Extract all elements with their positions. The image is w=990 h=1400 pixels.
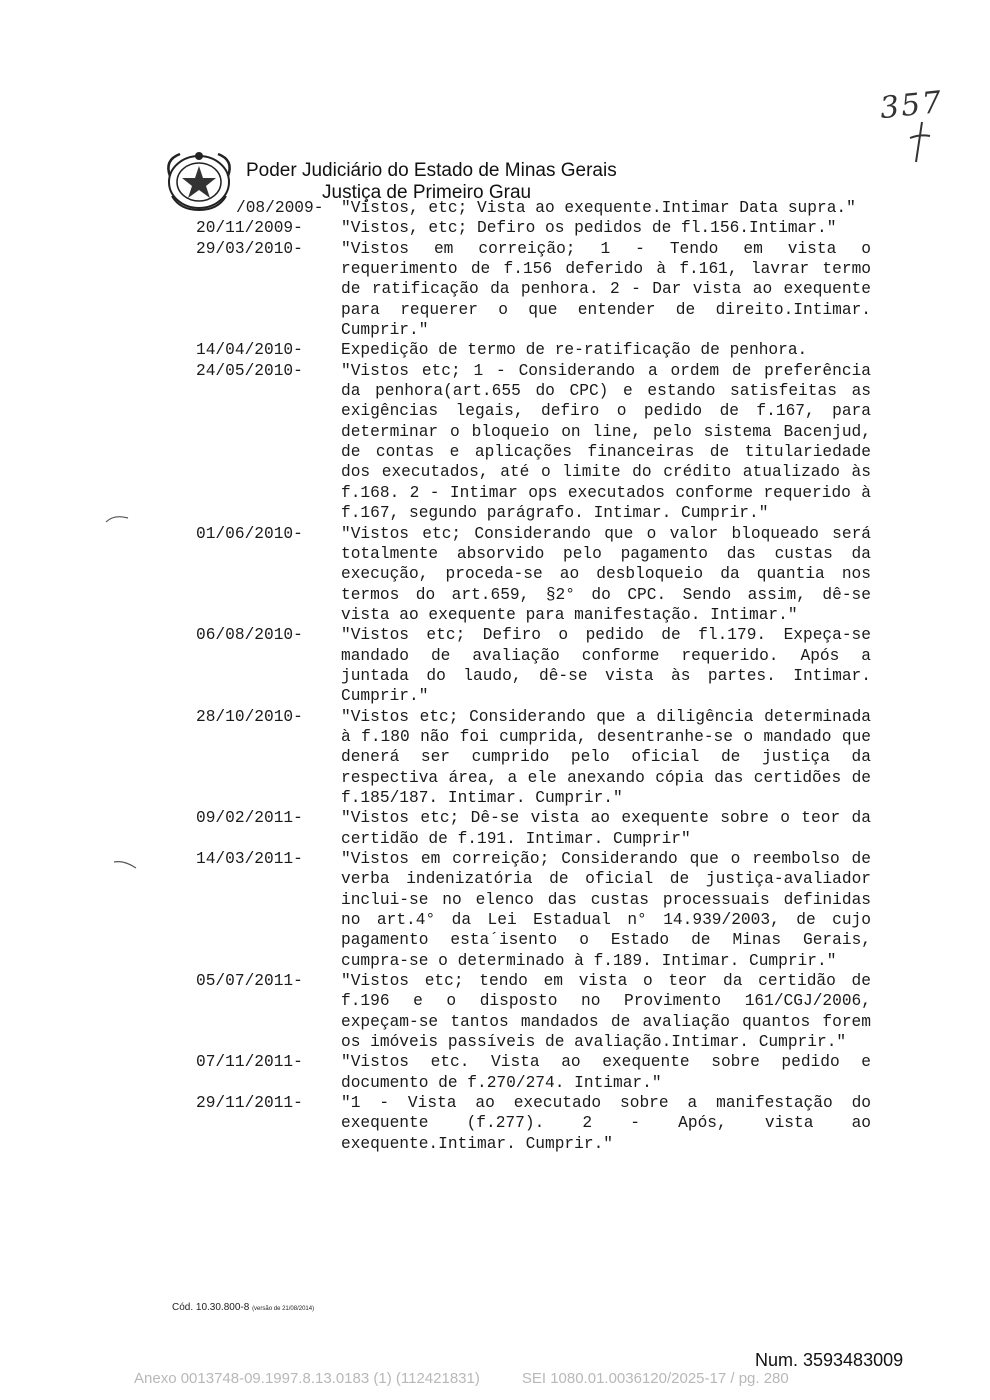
handwritten-page-number	[878, 84, 960, 168]
entry-text: "Vistos etc; Defiro o pedido de fl.179. Expeça-se mandado de avaliação conforme requerido. Após a juntada do laudo, dê-se vista às partes. Intimar. Cumprir."	[341, 626, 871, 706]
entry-text: "Vistos etc. Vista ao exequente sobre pedido e documento de f.270/274. Intimar."	[341, 1053, 871, 1092]
form-code-text: Cód. 10.30.800-8	[172, 1302, 250, 1313]
stamp-annex: Anexo 0013748-09.1997.8.13.0183 (1) (112421831)	[134, 1370, 480, 1387]
docket-entry	[196, 808, 886, 849]
entry-date: 24/05/2010-	[196, 361, 303, 380]
docket-entry	[196, 198, 886, 218]
entry-date: 14/04/2010-	[196, 341, 303, 360]
entry-date: 29/11/2011-	[196, 1094, 303, 1113]
entry-date: 09/02/2011-	[196, 809, 303, 828]
docket-entry	[196, 1093, 886, 1154]
entry-text: "Vistos em correição; Considerando que o reembolso de verba indenizatória de oficial de justiça-avaliador inclui-se no elenco das custas processuais definidas no art.4° da Lei Estadual n° 14.939/2003, de cujo pagamento esta´isento o Estado de Minas Gerais, cumpra-se o determinado à f.189. Intimar. Cumprir."	[341, 850, 871, 970]
docket-entry	[196, 971, 886, 1052]
docket-entries	[196, 198, 886, 1154]
entry-text: "Vistos etc; Considerando que a diligência determinada à f.180 não foi cumprida, desentranhe-se o mandado que denerá ser cumprido pelo oficial de justiça da respectiva área, a ele anexando cópia das certidões de f.185/187. Intimar. Cumprir."	[341, 707, 871, 807]
handwritten-number-text: 357	[878, 84, 945, 127]
stamp-sei: SEI 1080.01.0036120/2025-17 / pg. 280	[521, 1370, 789, 1387]
entry-date: 05/07/2011-	[196, 972, 303, 991]
entry-date: /08/2009-	[236, 199, 324, 217]
handwritten-initial-mark	[900, 118, 940, 168]
entry-text: Expedição de termo de re-ratificação de penhora.	[341, 341, 808, 360]
stray-pen-mark	[104, 512, 130, 526]
entry-date: 29/03/2010-	[196, 239, 303, 258]
court-instance: Justiça de Primeiro Grau	[322, 182, 532, 203]
entry-text: "Vistos etc; Dê-se vista ao exequente sobre o teor da certidão de f.191. Intimar. Cumprir"	[341, 809, 871, 848]
docket-entry	[196, 1052, 886, 1093]
entry-date: 07/11/2011-	[196, 1053, 303, 1072]
docket-entry	[196, 218, 886, 238]
entry-date: 28/10/2010-	[196, 707, 303, 726]
entry-text: "Vistos etc; 1 - Considerando a ordem de preferência da penhora(art.655 do CPC) e estando satisfeitas as exigências legais, defiro o pedido de f.167, para determinar o bloqueio on line, pelo sistema Bacenjud, de contas e aplicações financeiras de titulariedade dos executados, até o limite do crédito atualizado às f.168. 2 - Intimar ops executados conforme requerido à f.167, segundo parágrafo. Intimar. Cumprir."	[341, 361, 871, 523]
entry-date: 14/03/2011-	[196, 850, 303, 868]
document-number: Num. 3593483009	[755, 1350, 904, 1370]
entry-text: "Vistos, etc; Defiro os pedidos de fl.156.Intimar."	[341, 219, 837, 238]
entry-text: "Vistos em correição; 1 - Tendo em vista o requerimento de f.156 deferido à f.161, lavrar termo de ratificação da penhora. 2 - Dar vista ao exequente para requerer o que entender de direito.Intimar. Cumprir."	[341, 239, 871, 340]
entry-date: 06/08/2010-	[196, 626, 303, 645]
docket-entry	[196, 707, 886, 809]
form-code	[172, 1302, 314, 1313]
stray-pen-mark	[112, 858, 138, 872]
entry-date: 20/11/2009-	[196, 219, 303, 238]
entry-text: "Vistos, etc; Vista ao exequente.Intimar Data supra."	[341, 199, 856, 217]
docket-entry	[196, 340, 886, 360]
docket-entry	[196, 524, 886, 626]
entry-text: "Vistos etc; Considerando que o valor bloqueado será totalmente absorvido pelo pagamento das custas da execução, proceda-se ao desbloqueio da quantia nos termos do art.659, §2° do CPC. Sendo assim, dê-se vista ao exequente para manifestação. Intimar."	[341, 524, 871, 624]
entry-text: "1 - Vista ao executado sobre a manifestação do exequente (f.277). 2 - Após, vista ao exequente.Intimar. Cumprir."	[341, 1094, 871, 1153]
form-code-version: (versão de 21/08/2014)	[252, 1306, 315, 1312]
digital-stamp	[134, 1370, 789, 1387]
docket-entry	[196, 849, 886, 971]
docket-entry	[196, 239, 886, 341]
docket-entry	[196, 361, 886, 524]
entry-text: "Vistos etc; tendo em vista o teor da certidão de f.196 e o disposto no Provimento 161/CGJ/2006, expeçam-se tantos mandados de avaliação quantos forem os imóveis passíveis de avaliação.Intimar. Cumprir."	[341, 972, 871, 1052]
docket-entry	[196, 625, 886, 706]
court-name: Poder Judiciário do Estado de Minas Gerais	[246, 160, 617, 181]
entry-date: 01/06/2010-	[196, 524, 303, 543]
